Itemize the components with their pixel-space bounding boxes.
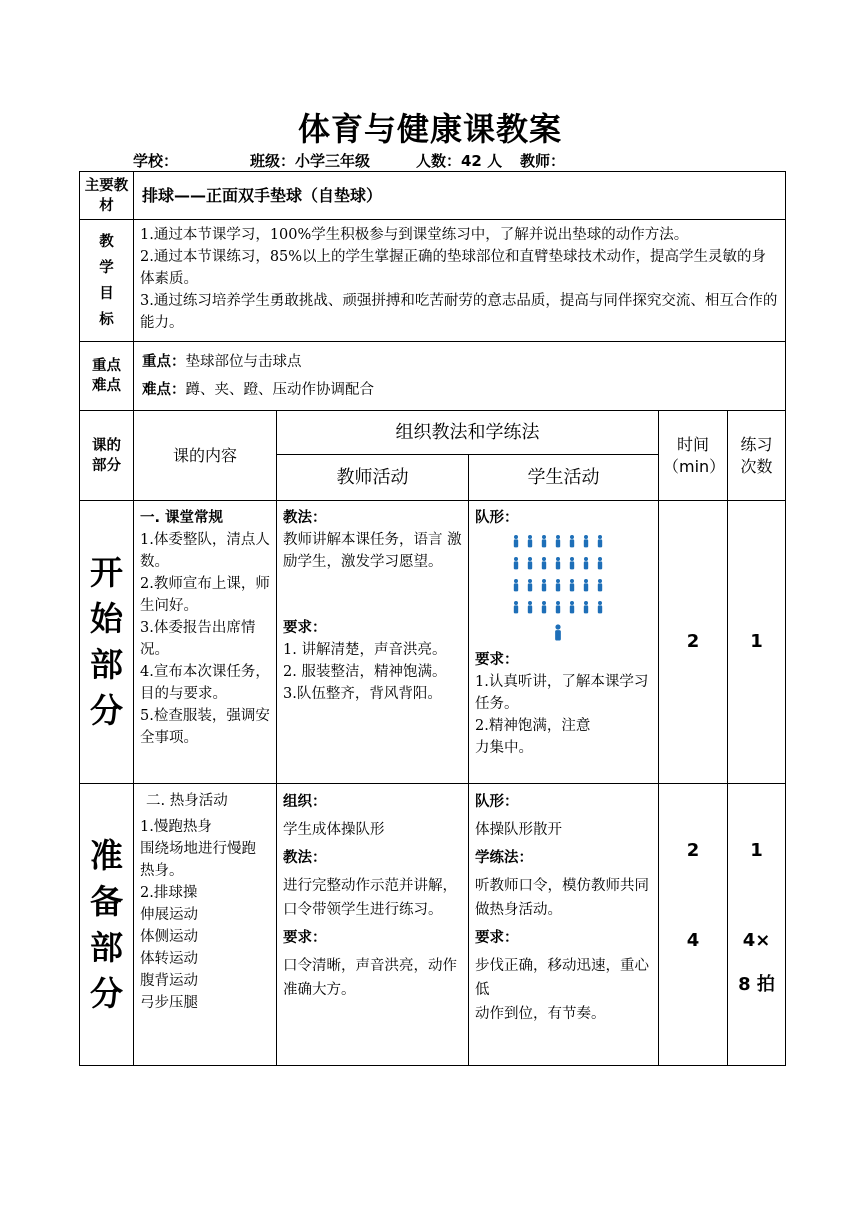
content-item: 1.体委整队，清点人数。 [140, 532, 270, 570]
difficulty-label: 难点： [142, 382, 186, 398]
formation-diagram [510, 533, 610, 649]
student-figure-icon [514, 601, 518, 613]
requirement-label: 要求： [283, 930, 327, 946]
student-figure-icon [570, 579, 574, 591]
student-figure-icon [570, 557, 574, 569]
section-start-reps: 1 [728, 501, 786, 784]
student-figure-icon [528, 601, 532, 613]
section-start-time: 2 [659, 501, 728, 784]
student-figure-icon [598, 579, 602, 591]
section-prep-content [134, 784, 277, 1066]
practice-method-label: 学练法： [475, 850, 533, 866]
main-material-label: 主要教材 [80, 172, 134, 220]
teacher-figure-icon [555, 624, 561, 640]
goal-item: 2.通过本节课练习，85%以上的学生掌握正确的垫球部位和直臂垫球技术动作，提高学生灵敏的身体素质。 [140, 249, 767, 287]
student-figure-icon [528, 557, 532, 569]
goals-label: 教 学 目 标 [80, 220, 134, 342]
goal-item: 1.通过本节课学习，100%学生积极参与到课堂练习中，了解并说出垫球的动作方法。 [140, 227, 689, 243]
requirement-label: 要求： [283, 620, 327, 636]
organization-label: 组织： [283, 794, 327, 810]
content-item: 2.教师宣布上课，师生问好。 [140, 576, 270, 614]
method-text: 进行完整动作示范并讲解，口令带领学生进行练习。 [283, 878, 457, 918]
student-figure-icon [584, 557, 588, 569]
class-field: 班级：小学三年级 [250, 152, 371, 170]
header-part: 课的部分 [80, 411, 134, 501]
section-prep-label: 准 备 部 分 [80, 784, 134, 1066]
student-figure-icon [514, 557, 518, 569]
page-title: 体育与健康课教案 [297, 110, 562, 148]
reps-value: 4× [742, 930, 771, 951]
student-figure-icon [570, 601, 574, 613]
method-text: 教师讲解本课任务，语言 激励学生，激发学习愿望。 [283, 532, 462, 570]
content-item: 体转运动 [140, 951, 198, 967]
student-figure-icon [584, 535, 588, 547]
requirement-item: 3.队伍整齐，背风背阳。 [283, 686, 442, 702]
content-item: 围绕场地进行慢跑热身。 [140, 841, 256, 879]
student-figure-icon [528, 535, 532, 547]
main-material-text: 排球——正面双手垫球（自垫球） [134, 172, 786, 220]
time-value: 2 [686, 840, 700, 861]
requirement-item: 1.认真听讲，了解本课学习任务。 [475, 674, 649, 712]
requirement-label: 要求： [475, 652, 519, 668]
student-figure-icon [570, 535, 574, 547]
content-item: 1.慢跑热身 [140, 819, 212, 835]
student-figure-icon [584, 579, 588, 591]
requirement-item: 动作到位，有节奏。 [475, 1006, 606, 1022]
requirement-item: 步伐正确，移动迅速，重心低 [475, 958, 649, 998]
content-item: 3.体委报告出席情况。 [140, 620, 256, 658]
student-figure-icon [542, 601, 546, 613]
formation-text: 体操队形散开 [475, 822, 562, 838]
difficulty-text: 蹲、夹、蹬、压动作协调配合 [185, 382, 374, 398]
content-item: 弓步压腿 [140, 995, 198, 1011]
student-figure-icon [598, 601, 602, 613]
section-prep-reps [728, 784, 786, 1066]
section-prep-time [659, 784, 728, 1066]
lesson-plan-table [79, 171, 786, 1066]
formation-label: 队形： [475, 510, 519, 526]
content-item: 5.检查服装，强调安全事项。 [140, 708, 270, 746]
requirement-item: 力集中。 [475, 740, 533, 756]
section-start-content [134, 501, 277, 784]
requirement-item: 2. 服装整洁，精神饱满。 [283, 664, 447, 680]
student-figure-icon [556, 535, 560, 547]
header-content: 课的内容 [134, 411, 277, 501]
content-item: 伸展运动 [140, 907, 198, 923]
section-prep-teacher [277, 784, 469, 1066]
content-item: 腹背运动 [140, 973, 198, 989]
header-reps: 练习次数 [728, 411, 786, 501]
student-figure-icon [556, 557, 560, 569]
content-item: 体侧运动 [140, 929, 198, 945]
method-label: 教法： [283, 510, 327, 526]
section-start-label: 开 始 部 分 [80, 501, 134, 784]
student-figure-icon [514, 535, 518, 547]
header-student: 学生活动 [469, 455, 659, 501]
content-item: 2.排球操 [140, 885, 198, 901]
student-figure-icon [528, 579, 532, 591]
student-figure-icon [542, 579, 546, 591]
student-figure-icon [598, 535, 602, 547]
header-org: 组织教法和学练法 [277, 411, 659, 455]
formation-label: 队形： [475, 794, 519, 810]
requirement-item: 1. 讲解清楚，声音洪亮。 [283, 642, 447, 658]
content-title: 二. 热身活动 [146, 793, 228, 809]
content-title: 一. 课堂常规 [140, 510, 224, 526]
student-figure-icon [542, 535, 546, 547]
practice-method-text: 听教师口令，模仿教师共同做热身活动。 [475, 878, 649, 918]
requirement-item: 2.精神饱满，注意 [475, 718, 591, 734]
time-value: 4 [686, 930, 700, 951]
count-field: 人数：42 人 [416, 152, 503, 170]
focus-label: 重点难点 [80, 342, 134, 411]
student-figure-icon [514, 579, 518, 591]
focus-text [134, 342, 786, 411]
teacher-field: 教师： [520, 152, 566, 170]
requirement-text: 口令清晰，声音洪亮，动作准确大方。 [283, 958, 457, 998]
student-figure-icon [556, 579, 560, 591]
student-figure-icon [598, 557, 602, 569]
goals-text [134, 220, 786, 342]
reps-value: 1 [750, 840, 763, 861]
key-point-label: 重点： [142, 354, 186, 370]
student-figure-icon [556, 601, 560, 613]
student-figure-icon [584, 601, 588, 613]
content-item: 4.宣布本次课任务，目的与要求。 [140, 664, 270, 702]
key-point-text: 垫球部位与击球点 [185, 354, 302, 370]
method-label: 教法： [283, 850, 327, 866]
organization-text: 学生成体操队形 [283, 822, 385, 838]
section-start-teacher [277, 501, 469, 784]
school-field: 学校： [133, 152, 179, 170]
goal-item: 3.通过练习培养学生勇敢挑战、顽强拼搏和吃苦耐劳的意志品质，提高与同伴探究交流、相互合作的能力。 [140, 293, 778, 331]
section-start-student [469, 501, 659, 784]
requirement-label: 要求： [475, 930, 519, 946]
section-prep-student [469, 784, 659, 1066]
header-time: 时间（min） [659, 411, 728, 501]
reps-value: 8 拍 [738, 974, 775, 995]
student-figure-icon [542, 557, 546, 569]
header-teacher: 教师活动 [277, 455, 469, 501]
